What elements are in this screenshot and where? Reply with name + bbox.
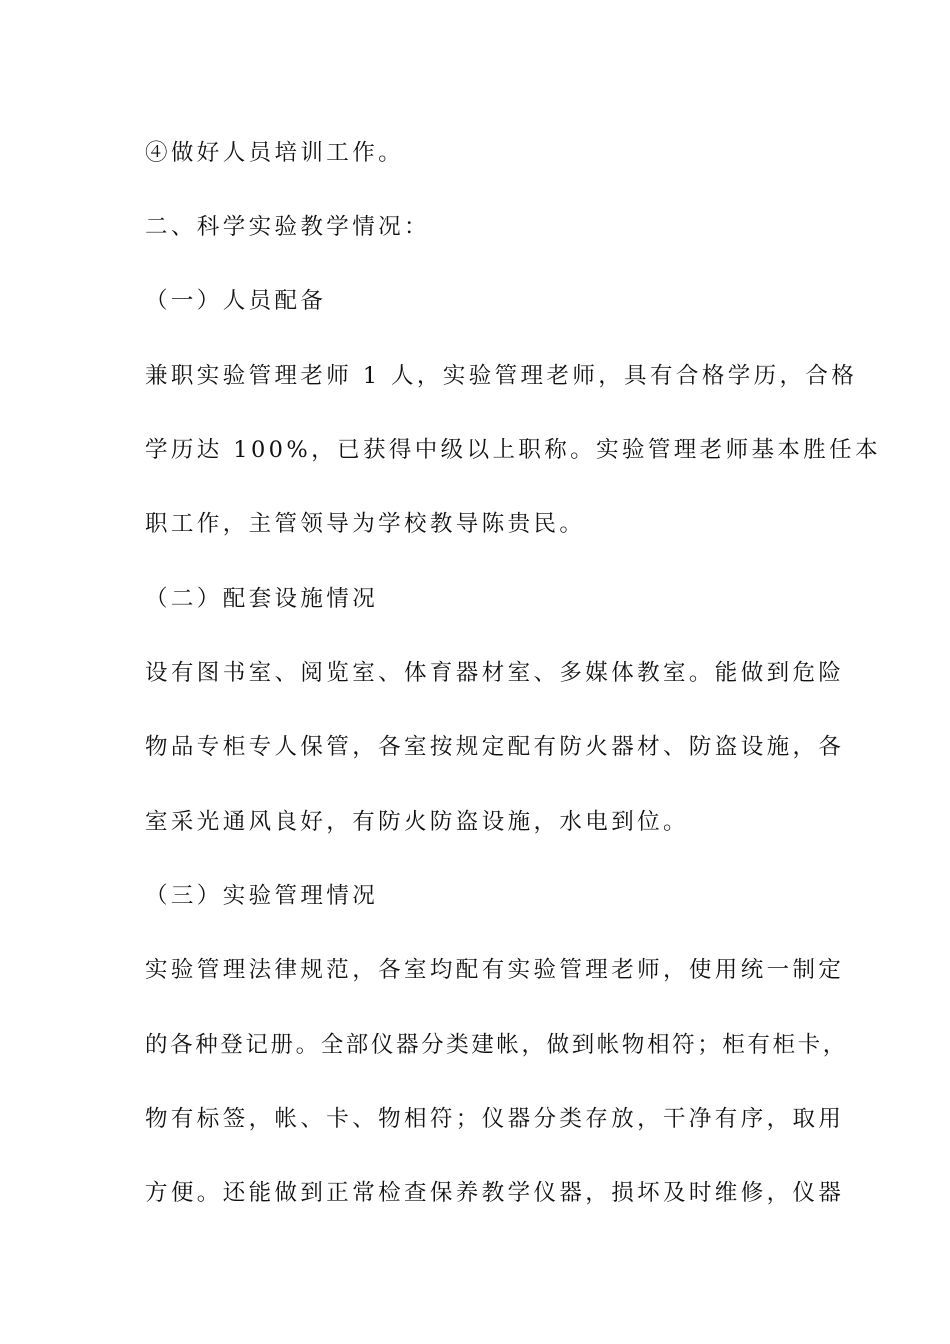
paragraph-line: 物品专柜专人保管，各室按规定配有防火器材、防盗设施，各 [145,734,845,760]
section-heading-science-teaching: 二、科学实验教学情况： [145,214,430,240]
paragraph-line: 物有标签，帐、卡、物相符；仪器分类存放，干净有序，取用 [145,1106,845,1132]
paragraph-line: 的各种登记册。全部仪器分类建帐，做到帐物相符；柜有柜卡， [145,1032,848,1058]
paragraph-line: 设有图书室、阅览室、体育器材室、多媒体教室。能做到危险 [145,660,845,686]
paragraph-line: 学历达 100%，已获得中级以上职称。实验管理老师基本胜任本 [145,437,881,463]
paragraph-line: 职工作，主管领导为学校教导陈贵民。 [145,511,586,537]
paragraph-line: 实验管理法律规范，各室均配有实验管理老师，使用统一制定 [145,957,845,983]
list-item-training: ④做好人员培训工作。 [145,140,405,166]
paragraph-line: 室采光通风良好，有防火防盗设施，水电到位。 [145,809,689,835]
subheading-lab-management: （三）实验管理情况 [145,883,379,909]
paragraph-line: 兼职实验管理老师 1 人，实验管理老师，具有合格学历，合格 [145,363,858,389]
subheading-facilities: （二）配套设施情况 [145,586,379,612]
paragraph-line: 方便。还能做到正常检查保养教学仪器，损坏及时维修，仪器 [145,1180,845,1206]
subheading-staffing: （一）人员配备 [145,288,327,314]
